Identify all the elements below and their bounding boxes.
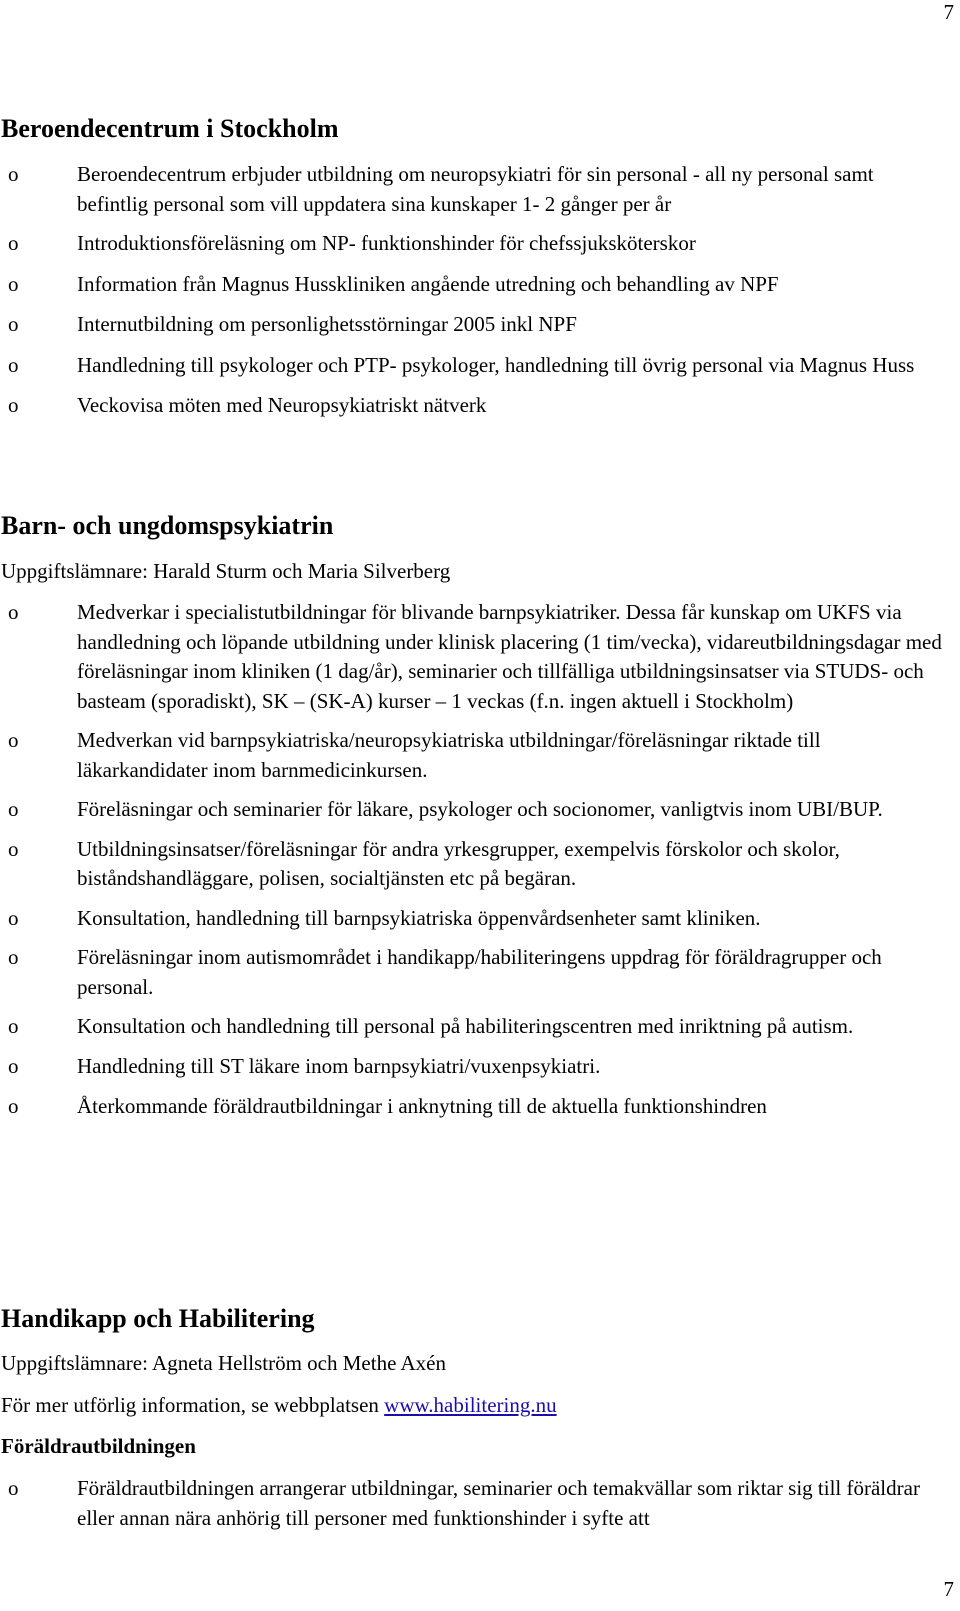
page-number-bottom: 7 [943, 1577, 954, 1601]
bullet-marker: o [8, 797, 19, 821]
section-title-bup: Barn- och ungdomspsykiatrin [1, 511, 334, 540]
bullet-marker: o [8, 162, 19, 186]
bullet-marker: o [8, 1476, 19, 1500]
list-item-text: Internutbildning om personlighetsstörningar 2005 inkl NPF [77, 312, 577, 336]
list-item [0, 795, 950, 825]
list-item [0, 391, 950, 421]
bullet-marker: o [8, 600, 19, 624]
section-title-beroendecentrum: Beroendecentrum i Stockholm [1, 114, 339, 143]
list-item [0, 726, 950, 785]
bullet-marker: o [8, 836, 19, 861]
list-item-text: Medverkar i specialistutbildningar för blivande barnpsykiatriker. Dessa får kunskap om UKFS via handledning och löpande utbildning under klinisk placering (1 tim/vecka), vidareutbildningsdagar med föreläsningar inom kliniken (1 dag/år), seminarier och tillfälliga utbildningsinsatser via STUDS- och basteam (sporadiskt), SK – (SK-A) kurser – 1 veckas (f.n. ingen aktuell i Stockholm) [77, 600, 942, 713]
bullet-marker: o [8, 352, 19, 377]
list-item [0, 943, 950, 1002]
list-item [0, 1474, 950, 1533]
more-info-text: För mer utförlig information, se webbplatsen [1, 1393, 385, 1417]
list-item-text: Handledning till psykologer och PTP- psykologer, handledning till övrig personal via Magnus Huss [77, 352, 915, 377]
list-item-text: Veckovisa möten med Neuropsykiatriskt nätverk [77, 393, 487, 417]
hab-list [0, 1474, 950, 1533]
bullet-marker: o [8, 271, 19, 296]
subheading-foraldrautbildningen: Föräldrautbildningen [1, 1434, 196, 1458]
list-item-text: Information från Magnus Husskliniken angående utredning och behandling av NPF [77, 271, 779, 296]
bullet-marker: o [8, 1014, 19, 1038]
page-number-top: 7 [943, 0, 954, 24]
list-item [0, 1092, 950, 1122]
list-item-text: Utbildningsinsatser/föreläsningar för andra yrkesgrupper, exempelvis förskolor och skolor, biståndshandläggare, polisen, socialtjänsten etc på begäran. [77, 836, 840, 890]
list-item [0, 835, 950, 894]
bullet-marker: o [8, 231, 19, 255]
bullet-marker: o [8, 393, 19, 417]
list-item [0, 229, 950, 259]
bullet-marker: o [8, 1094, 19, 1118]
list-item [0, 598, 950, 716]
list-item-text: Medverkan vid barnpsykiatriska/neuropsykiatriska utbildningar/föreläsningar riktade till läkarkandidater inom barnmedicinkursen. [77, 728, 821, 782]
section-title-habilitering: Handikapp och Habilitering [1, 1304, 315, 1333]
list-item [0, 160, 950, 219]
hab-more-info [1, 1391, 557, 1420]
list-item-text: Handledning till ST läkare inom barnpsykiatri/vuxenpsykiatri. [77, 1053, 601, 1078]
list-item-text: Konsultation och handledning till personal på habiliteringscentren med inriktning på autism. [77, 1014, 854, 1038]
bullet-marker: o [8, 312, 19, 336]
bullet-marker: o [8, 945, 19, 969]
beroendecentrum-list [0, 160, 950, 421]
list-item [0, 904, 950, 934]
list-item [0, 1012, 950, 1042]
list-item-text: Föräldrautbildningen arrangerar utbildningar, seminarier och temakvällar som riktar sig till föräldrar eller annan nära anhörig till personer med funktionshinder i syfte att [77, 1476, 920, 1530]
bullet-marker: o [8, 728, 19, 752]
list-item-text: Återkommande föräldrautbildningar i anknytning till de aktuella funktionshindren [77, 1094, 767, 1118]
hab-informants: Uppgiftslämnare: Agneta Hellström och Methe Axén [1, 1351, 446, 1375]
list-item-text: Beroendecentrum erbjuder utbildning om neuropsykiatri för sin personal - all ny personal samt befintlig personal som vill uppdatera sina kunskaper 1- 2 gånger per år [77, 162, 874, 216]
list-item [0, 351, 950, 381]
bullet-marker: o [8, 905, 19, 930]
bullet-marker: o [8, 1053, 19, 1078]
bup-list [0, 598, 950, 1122]
list-item [0, 1052, 950, 1082]
list-item-text: Föreläsningar inom autismområdet i handikapp/habiliteringens uppdrag för föräldragrupper och personal. [77, 945, 882, 999]
bup-informants: Uppgiftslämnare: Harald Sturm och Maria Silverberg [1, 559, 451, 583]
list-item [0, 310, 950, 340]
list-item-text: Föreläsningar och seminarier för läkare, psykologer och socionomer, vanligtvis inom UBI/BUP. [77, 797, 883, 821]
list-item-text: Introduktionsföreläsning om NP- funktionshinder för chefssjuksköterskor [77, 231, 696, 255]
list-item-text: Konsultation, handledning till barnpsykiatriska öppenvårdsenheter samt kliniken. [77, 905, 761, 930]
habilitering-link[interactable]: www.habilitering.nu [384, 1393, 557, 1417]
list-item [0, 270, 950, 300]
